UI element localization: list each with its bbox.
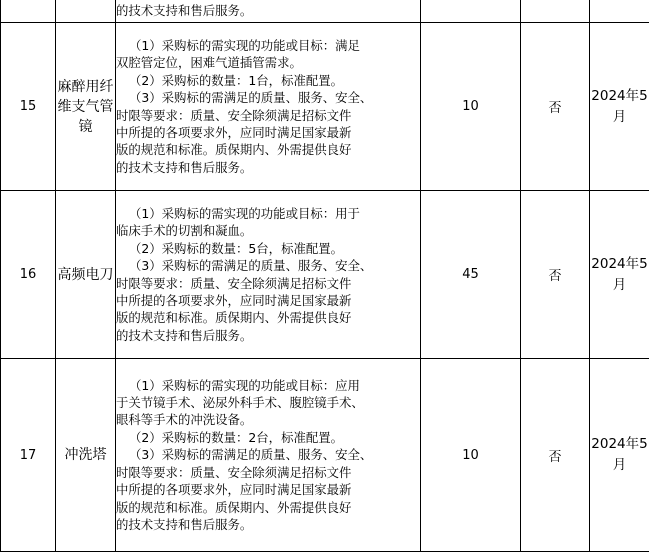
requirement-line: 眼科等手术的冲洗设备。 (116, 411, 420, 428)
requirement-line: 版的规范和标准。质保期内、外需提供良好 (116, 499, 420, 516)
requirement-line: （3）采购标的需满足的质量、服务、安全、 (116, 89, 420, 106)
item-name: 麻醉用纤维支气管镜 (56, 23, 116, 191)
requirement-line: （1）采购标的需实现的功能或目标：满足 (116, 37, 420, 54)
imported-cell: 否 (521, 23, 590, 191)
requirement-line: 中所提的各项要求外，应同时满足国家最新 (116, 481, 420, 498)
requirements-cell (116, 0, 421, 23)
requirement-line: 中所提的各项要求外，应同时满足国家最新 (116, 124, 420, 141)
table-row (1, 23, 649, 191)
item-name (56, 0, 116, 23)
quantity-cell: 10 (421, 359, 521, 552)
table-row (1, 191, 649, 359)
row-number: 16 (1, 191, 56, 359)
imported-cell (521, 0, 590, 23)
requirement-line: 时限等要求：质量、安全除须满足招标文件 (116, 464, 420, 481)
requirements-cell (116, 23, 421, 191)
quantity-cell: 45 (421, 191, 521, 359)
table-row (1, 0, 649, 23)
row-number: 15 (1, 23, 56, 191)
requirement-line: 版的规范和标准。质保期内、外需提供良好 (116, 141, 420, 158)
requirement-line: （2）采购标的数量：1台，标准配置。 (116, 72, 420, 89)
date-cell (590, 0, 649, 23)
requirement-line: 于关节镜手术、泌尿外科手术、腹腔镜手术、 (116, 394, 420, 411)
item-name: 冲洗塔 (56, 359, 116, 552)
row-number (1, 0, 56, 23)
requirements-cell (116, 191, 421, 359)
quantity-cell (421, 0, 521, 23)
requirements-cell (116, 359, 421, 552)
imported-cell: 否 (521, 191, 590, 359)
requirement-line: 临床手术的切割和凝血。 (116, 222, 420, 239)
requirement-line: （1）采购标的需实现的功能或目标：应用 (116, 377, 420, 394)
requirement-line: 的技术支持和售后服务。 (116, 2, 420, 19)
requirement-line: 版的规范和标准。质保期内、外需提供良好 (116, 309, 420, 326)
requirement-line: 的技术支持和售后服务。 (116, 327, 420, 344)
table-row (1, 359, 649, 552)
requirement-line: （3）采购标的需满足的质量、服务、安全、 (116, 257, 420, 274)
item-name: 高频电刀 (56, 191, 116, 359)
imported-cell: 否 (521, 359, 590, 552)
requirement-line: （3）采购标的需满足的质量、服务、安全、 (116, 446, 420, 463)
requirement-line: 双腔管定位，困难气道插管需求。 (116, 54, 420, 71)
requirement-line: （2）采购标的数量：5台，标准配置。 (116, 240, 420, 257)
requirement-line: 时限等要求：质量、安全除须满足招标文件 (116, 107, 420, 124)
requirement-line: （1）采购标的需实现的功能或目标：用于 (116, 205, 420, 222)
requirement-line: 的技术支持和售后服务。 (116, 516, 420, 533)
quantity-cell: 10 (421, 23, 521, 191)
requirement-line: 时限等要求：质量、安全除须满足招标文件 (116, 275, 420, 292)
requirement-line: 的技术支持和售后服务。 (116, 159, 420, 176)
requirement-line: （2）采购标的数量：2台，标准配置。 (116, 429, 420, 446)
date-cell: 2024年5月 (590, 23, 649, 191)
date-cell: 2024年5月 (590, 191, 649, 359)
row-number: 17 (1, 359, 56, 552)
requirement-line: 中所提的各项要求外，应同时满足国家最新 (116, 292, 420, 309)
date-cell: 2024年5月 (590, 359, 649, 552)
